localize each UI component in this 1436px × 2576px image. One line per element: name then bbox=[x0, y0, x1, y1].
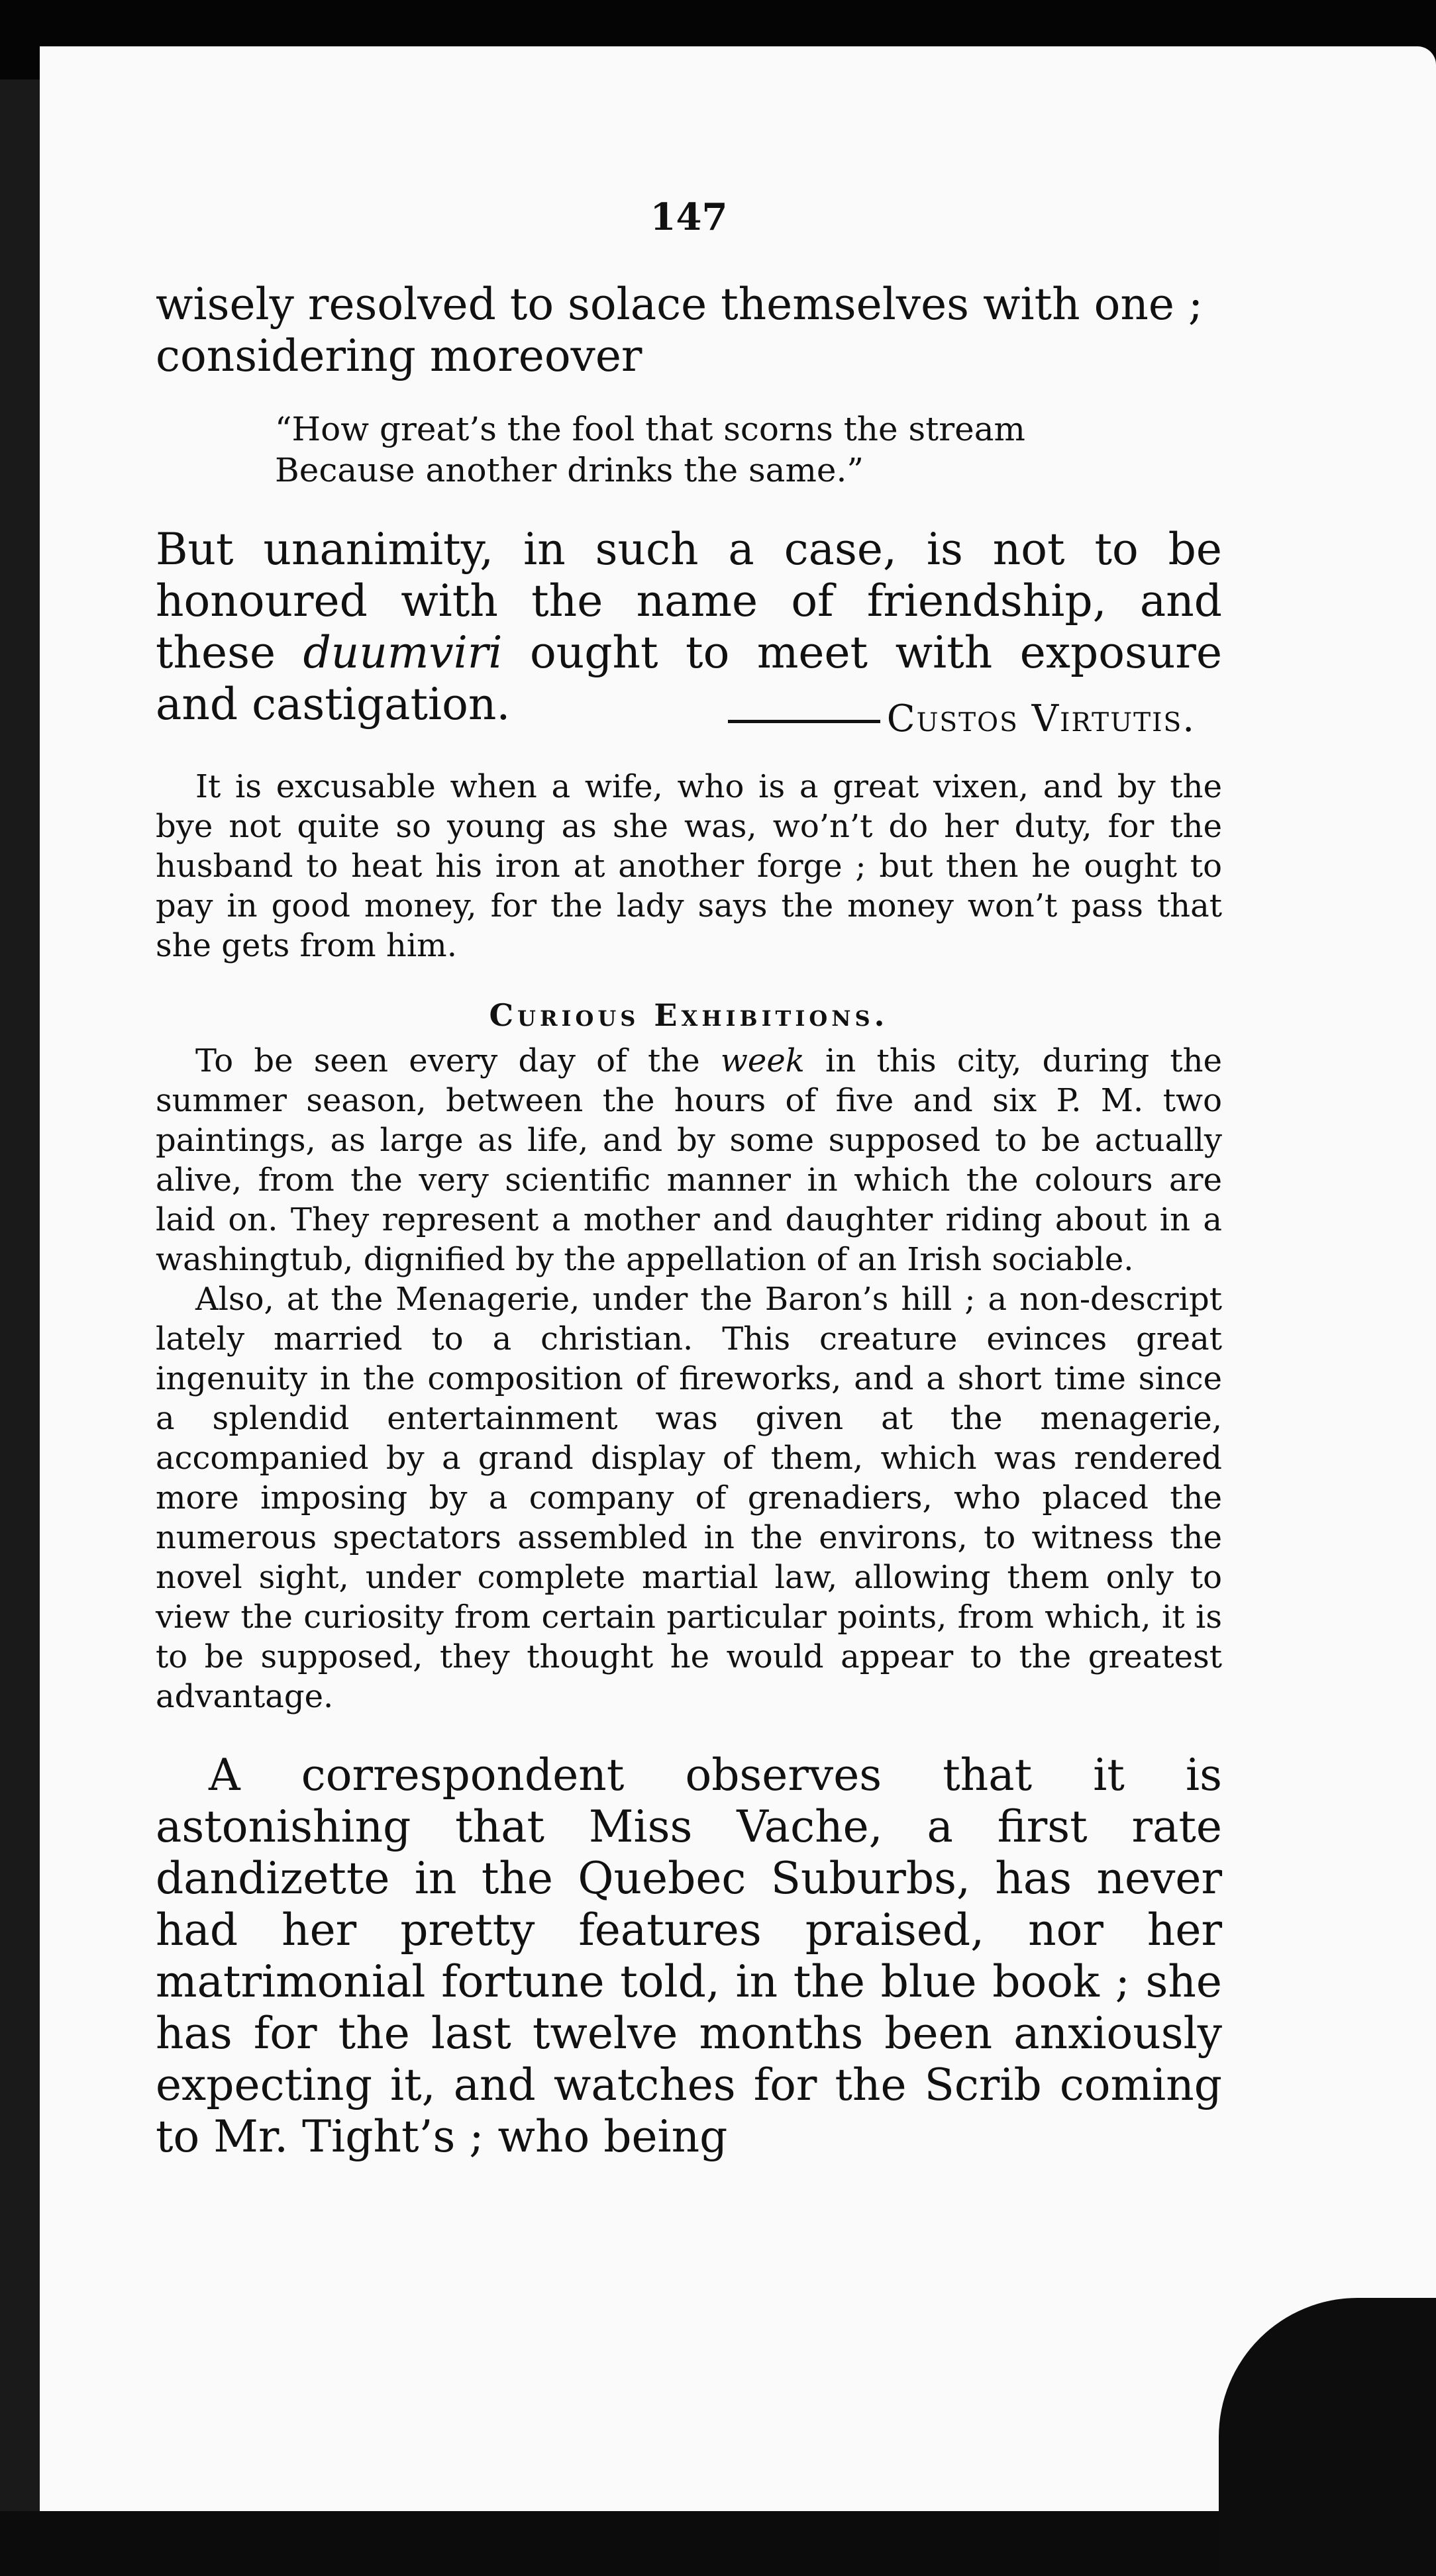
paragraph-exhibit bbox=[156, 1041, 1222, 1279]
signature: Custos Virtutis. bbox=[886, 697, 1196, 740]
unanimity-text-b: ought to meet with exposure and castigation. bbox=[156, 627, 1223, 730]
paragraph-menagerie: Also, at the Menagerie, under the Baron’s hill ; a non-descript lately married to a christian. This creature evinces great ingenuity in the composition of fireworks, and a short time since a splendid entertainment was given at the menagerie, accompanied by a grand display of them, which was rendered more imposing by a company of grenadiers, who placed the numerous spectators assembled in the environs, to witness the novel sight, under complete martial law, allowing them only to view the curiosity from certain particular points, from which, it is to be supposed, they thought he would appear to the greatest advantage. bbox=[156, 1281, 1222, 1715]
opening-line-1: wisely resolved to solace themselves with one ; bbox=[156, 279, 1204, 330]
paragraph-correspondent: A correspondent observes that it is astonishing that Miss Vache, a first rate dandizette in the Quebec Suburbs, has never had her pretty features praised, nor her matrimonial fortune told, in the blue book ; she has for the last twelve months been anxiously expecting it, and watches for the Scrib coming to Mr. Tight’s ; who being bbox=[156, 1750, 1222, 2162]
exhibit-italic: week bbox=[720, 1042, 805, 1079]
quote-line-2: Because another drinks the same.” bbox=[275, 451, 864, 489]
unanimity-italic: duumviri bbox=[303, 627, 503, 678]
scan-left-border bbox=[0, 79, 40, 2511]
page-content bbox=[156, 195, 1222, 2163]
exhibit-text-b: in this city, during the summer season, between the hours of five and six P. M. two paintings, as large as life, and by some supposed to be actually alive, from the very scientific manner in which the colours are laid on. They represent a mother and daughter riding about in a washingtub, dignified by the appellation of an Irish sociable. bbox=[156, 1042, 1222, 1278]
page-number: 147 bbox=[650, 195, 728, 239]
opening-text bbox=[156, 279, 1222, 382]
signature-dash bbox=[728, 720, 880, 723]
paragraph-vixen: It is excusable when a wife, who is a great vixen, and by the bye not quite so young as she was, wo’n’t do her duty, for the husband to heat his iron at another forge ; but then he ought to pay in good money, for the lady says the money won’t pass that she gets from him. bbox=[156, 768, 1222, 964]
verse-quote bbox=[275, 409, 1222, 491]
section-heading: Curious Exhibitions. bbox=[489, 997, 889, 1033]
opening-line-2: considering moreover bbox=[156, 330, 642, 381]
exhibit-text-a: To be seen every day of the bbox=[195, 1042, 721, 1079]
unanimity-text-a: But unanimity, in such a case, is not to be honoured with the name of friendship, and these bbox=[156, 524, 1222, 678]
quote-line-1: “How great’s the fool that scorns the stream bbox=[275, 410, 1025, 448]
